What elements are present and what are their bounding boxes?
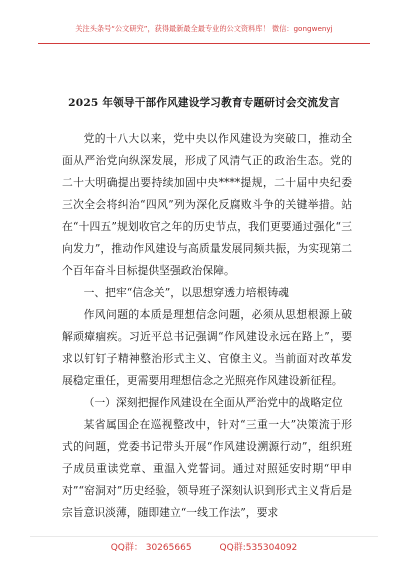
- section-heading-1: 一、把牢“信念关”，以思想穿透力培根铸魂: [83, 286, 289, 299]
- footer-qq-group-1: QQ群： 30265665: [110, 543, 192, 553]
- subsection-heading-1: （一）深刻把握作风建设在全面从严治党中的战略定位: [83, 396, 343, 409]
- paragraph-section-1: 作风问题的本质是理想信念问题，必须从思想根源上破解顽瘴痼疾。习近平总书记强调“作风建设永远在路上”，要求以钉钉子精神整治形式主义、官僚主义。当前面对改革发展稳定重任，更需要用理想信念之光照亮作风建设新征程。: [62, 308, 352, 387]
- paragraph-subsection-1: 某省属国企在巡视整改中，针对“三重一大”决策流于形式的问题，党委书记带头开展“作风建设溯源行动”，组织班子成员重读党章、重温入党誓词。通过对照延安时期“甲申对”“窑洞对”历史经验，领导班子深刻认识到形式主义背后是宗旨意识淡薄，随即建立“一线工作法”，要求: [62, 418, 352, 519]
- paragraph-intro: 党的十八大以来，党中央以作风建设为突破口，推动全面从严治党向纵深发展，形成了风清气正的政治生态。党的二十大明确提出要持续加固中央****提规，二十届中央纪委三次全会将纠治“四风”列为深化反腐败斗争的关键举措。站在“十四五”规划收官之年的历史节点，我们更要通过强化“三向发力”，推动作风建设与高质量发展同频共振，为实现第二个百年奋斗目标提供坚强政治保障。: [62, 132, 352, 277]
- document-body: [62, 128, 352, 524]
- document-title: 2025 年领导干部作风建设学习教育专题研讨会交流发言: [68, 97, 340, 109]
- header-divider: [38, 43, 370, 44]
- footer-divider: [30, 536, 378, 537]
- header-banner: 关注头条号“公文研究”，获得最新最全最专业的公文资料库！ 微信：gongwenyj: [75, 24, 333, 33]
- footer-contacts: [0, 540, 408, 553]
- footer-qq-group-2: QQ群:535304092: [219, 543, 298, 553]
